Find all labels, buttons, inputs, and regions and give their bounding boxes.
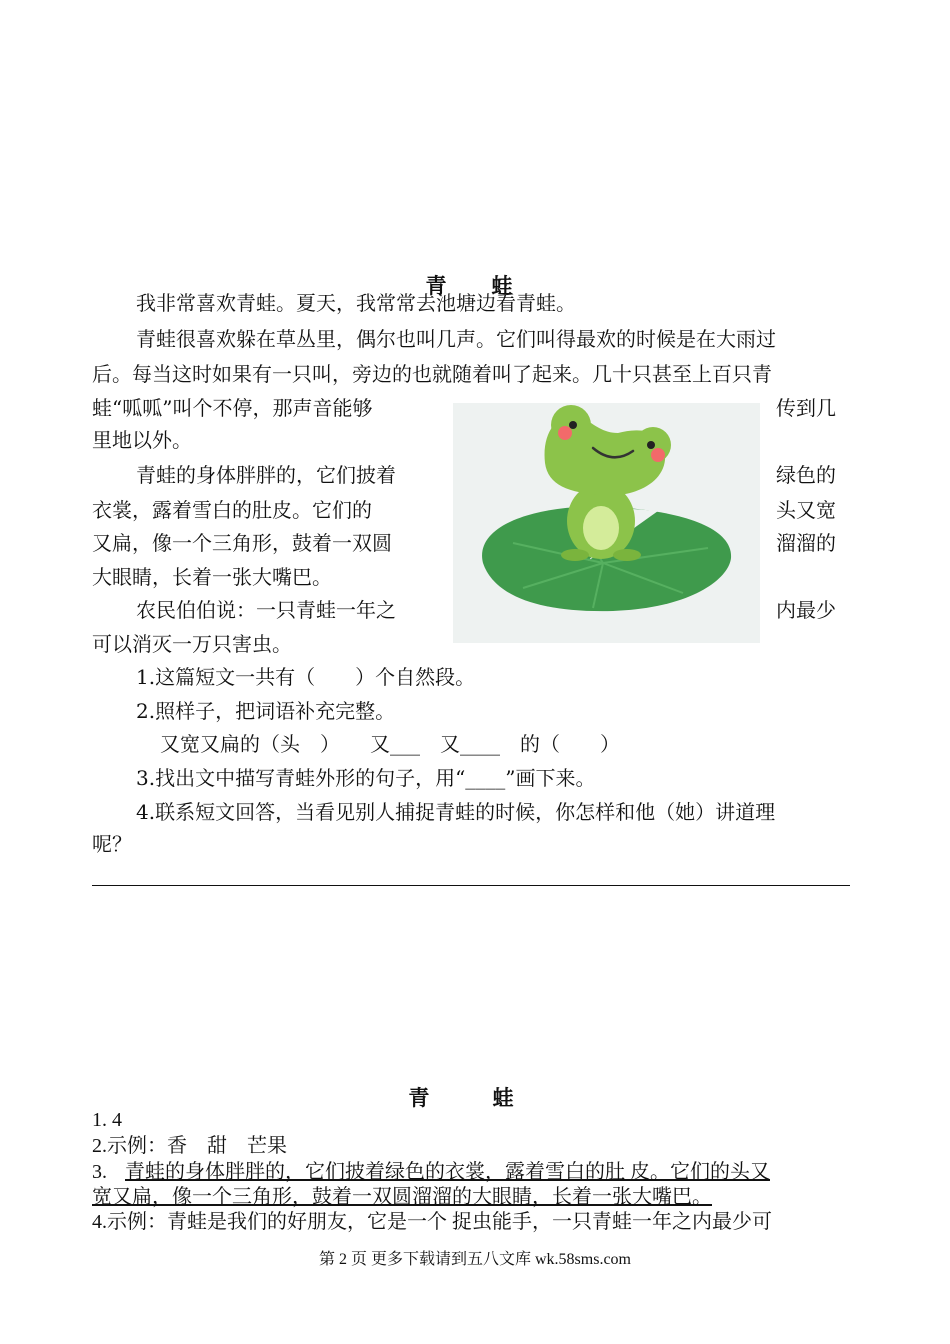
passage-line: 衣裳，露着雪白的肚皮。它们的 xyxy=(92,498,372,522)
passage-line: 青蛙很喜欢躲在草丛里，偶尔也叫几声。它们叫得最欢的时候是在大雨过 xyxy=(136,327,776,351)
passage-title: 青 蛙 xyxy=(425,273,525,298)
answer-2: 2.示例：香 甜 芒果 xyxy=(92,1135,287,1157)
answer-3-line-1: 青蛙的身体胖胖的，它们披着绿色的衣裳，露着雪白的肚 皮。它们的头又 xyxy=(125,1161,770,1183)
passage-line: 传到几 xyxy=(776,396,836,420)
passage-line: 内最少 xyxy=(776,598,836,622)
question-1: 1.这篇短文一共有（ ）个自然段。 xyxy=(136,665,476,689)
answer-line xyxy=(92,885,850,886)
question-3: 3.找出文中描写青蛙外形的句子，用“____”画下来。 xyxy=(136,766,596,790)
question-4: 4.联系短文回答，当看见别人捕捉青蛙的时候，你怎样和他（她）讲道理 xyxy=(136,800,776,824)
passage-line: 里地以外。 xyxy=(92,428,192,452)
answer-title: 青 蛙 xyxy=(408,1085,542,1110)
passage-line: 蛙“呱呱”叫个不停，那声音能够 xyxy=(92,396,373,420)
frog-icon xyxy=(453,403,760,643)
passage-line: 青蛙的身体胖胖的，它们披着 xyxy=(136,463,396,487)
passage-line: 我非常喜欢青蛙。夏天，我常常去池塘边看青蛙。 xyxy=(136,291,576,315)
answer-1: 1. 4 xyxy=(92,1109,122,1131)
page-footer: 第 2 页 更多下载请到五八文库 wk.58sms.com xyxy=(318,1251,631,1268)
passage-line: 又扁，像一个三角形，鼓着一双圆 xyxy=(92,531,392,555)
passage-line: 后。每当这时如果有一只叫，旁边的也就随着叫了起来。几十只甚至上百只青 xyxy=(92,362,772,386)
question-4-continued: 呢？ xyxy=(92,832,132,856)
question-2-example: 又宽又扁的（头 ） 又___ 又____ 的（ ） xyxy=(160,732,620,756)
frog-illustration xyxy=(453,403,760,643)
passage-line: 溜溜的 xyxy=(776,531,836,555)
passage-line: 绿色的 xyxy=(776,463,836,487)
question-2: 2.照样子，把词语补充完整。 xyxy=(136,699,396,723)
left-eye xyxy=(569,421,577,429)
passage-line: 头又宽 xyxy=(776,498,836,522)
answer-4: 4.示例：青蛙是我们的好朋友，它是一个 捉虫能手，一只青蛙一年之内最少可 xyxy=(92,1211,772,1233)
passage-line: 大眼睛，长着一张大嘴巴。 xyxy=(92,565,332,589)
passage-line: 农民伯伯说：一只青蛙一年之 xyxy=(136,598,396,622)
answer-3-number: 3. xyxy=(92,1161,107,1183)
answer-3-line-2: 宽又扁，像一个三角形，鼓着一双圆溜溜的大眼睛，长着一张大嘴巴。 xyxy=(92,1186,712,1208)
right-eye xyxy=(647,441,655,449)
passage-line: 可以消灭一万只害虫。 xyxy=(92,632,292,656)
